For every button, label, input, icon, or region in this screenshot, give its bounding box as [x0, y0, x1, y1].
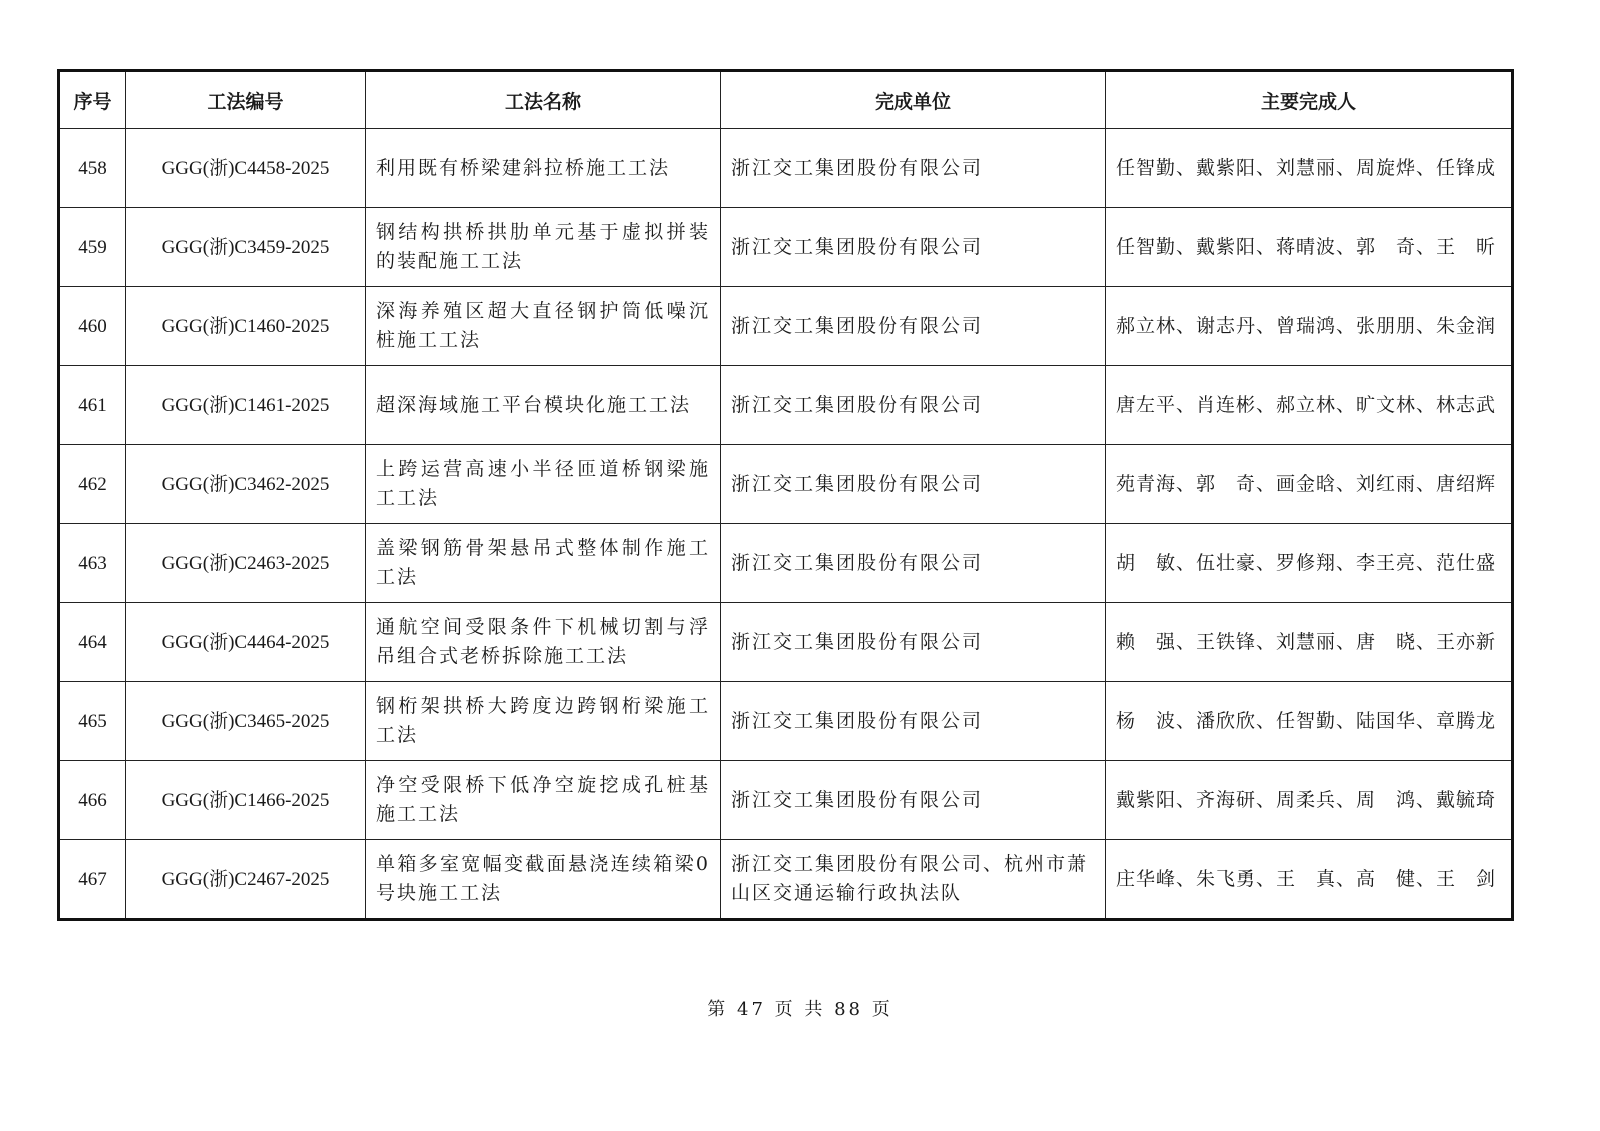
cell-seq: 461: [59, 366, 126, 445]
cell-people: 郝立林、谢志丹、曾瑞鸿、张朋朋、朱金润: [1106, 287, 1513, 366]
cell-seq: 465: [59, 682, 126, 761]
cell-name: 深海养殖区超大直径钢护筒低噪沉桩施工工法: [366, 287, 721, 366]
cell-code: GGG(浙)C4458-2025: [126, 129, 366, 208]
cell-unit: 浙江交工集团股份有限公司、杭州市萧山区交通运输行政执法队: [721, 840, 1106, 920]
table-header-row: [59, 71, 1513, 129]
cell-name: 单箱多室宽幅变截面悬浇连续箱梁0号块施工工法: [366, 840, 721, 920]
cell-unit: 浙江交工集团股份有限公司: [721, 129, 1106, 208]
cell-code: GGG(浙)C3459-2025: [126, 208, 366, 287]
cell-code: GGG(浙)C1460-2025: [126, 287, 366, 366]
cell-seq: 459: [59, 208, 126, 287]
cell-code: GGG(浙)C3465-2025: [126, 682, 366, 761]
cell-seq: 467: [59, 840, 126, 920]
awards-table: [57, 69, 1514, 921]
cell-people: 赖 强、王铁锋、刘慧丽、唐 晓、王亦新: [1106, 603, 1513, 682]
cell-people: 任智勤、戴紫阳、刘慧丽、周旋烨、任锋成: [1106, 129, 1513, 208]
cell-unit: 浙江交工集团股份有限公司: [721, 366, 1106, 445]
table-row: [59, 840, 1513, 920]
cell-name: 利用既有桥梁建斜拉桥施工工法: [366, 129, 721, 208]
cell-unit: 浙江交工集团股份有限公司: [721, 603, 1106, 682]
cell-code: GGG(浙)C1461-2025: [126, 366, 366, 445]
cell-seq: 460: [59, 287, 126, 366]
cell-seq: 462: [59, 445, 126, 524]
cell-name: 净空受限桥下低净空旋挖成孔桩基施工工法: [366, 761, 721, 840]
cell-name: 上跨运营高速小半径匝道桥钢梁施工工法: [366, 445, 721, 524]
cell-code: GGG(浙)C1466-2025: [126, 761, 366, 840]
table-row: [59, 366, 1513, 445]
cell-name: 钢结构拱桥拱肋单元基于虚拟拼装的装配施工工法: [366, 208, 721, 287]
cell-unit: 浙江交工集团股份有限公司: [721, 682, 1106, 761]
cell-seq: 463: [59, 524, 126, 603]
cell-people: 唐左平、肖连彬、郝立林、旷文林、林志武: [1106, 366, 1513, 445]
table-row: [59, 208, 1513, 287]
cell-seq: 466: [59, 761, 126, 840]
cell-unit: 浙江交工集团股份有限公司: [721, 524, 1106, 603]
table-row: [59, 287, 1513, 366]
cell-code: GGG(浙)C3462-2025: [126, 445, 366, 524]
cell-name: 盖梁钢筋骨架悬吊式整体制作施工工法: [366, 524, 721, 603]
cell-unit: 浙江交工集团股份有限公司: [721, 287, 1106, 366]
table-row: [59, 761, 1513, 840]
cell-name: 通航空间受限条件下机械切割与浮吊组合式老桥拆除施工工法: [366, 603, 721, 682]
table-body: [59, 129, 1513, 920]
header-name: 工法名称: [366, 71, 721, 129]
cell-people: 胡 敏、伍壮豪、罗修翔、李王亮、范仕盛: [1106, 524, 1513, 603]
cell-people: 任智勤、戴紫阳、蒋晴波、郭 奇、王 昕: [1106, 208, 1513, 287]
table-row: [59, 524, 1513, 603]
cell-code: GGG(浙)C2463-2025: [126, 524, 366, 603]
header-people: 主要完成人: [1106, 71, 1513, 129]
header-code: 工法编号: [126, 71, 366, 129]
cell-people: 苑青海、郭 奇、画金晗、刘红雨、唐绍辉: [1106, 445, 1513, 524]
table-row: [59, 445, 1513, 524]
page-number: 第 47 页 共 88 页: [707, 999, 893, 1020]
cell-code: GGG(浙)C4464-2025: [126, 603, 366, 682]
table-row: [59, 603, 1513, 682]
header-unit: 完成单位: [721, 71, 1106, 129]
cell-unit: 浙江交工集团股份有限公司: [721, 445, 1106, 524]
cell-name: 钢桁架拱桥大跨度边跨钢桁梁施工工法: [366, 682, 721, 761]
cell-people: 杨 波、潘欣欣、任智勤、陆国华、章腾龙: [1106, 682, 1513, 761]
cell-unit: 浙江交工集团股份有限公司: [721, 208, 1106, 287]
cell-unit: 浙江交工集团股份有限公司: [721, 761, 1106, 840]
cell-name: 超深海域施工平台模块化施工工法: [366, 366, 721, 445]
cell-people: 庄华峰、朱飞勇、王 真、高 健、王 剑: [1106, 840, 1513, 920]
cell-seq: 458: [59, 129, 126, 208]
table-row: [59, 129, 1513, 208]
table-row: [59, 682, 1513, 761]
header-seq: 序号: [59, 71, 126, 129]
cell-code: GGG(浙)C2467-2025: [126, 840, 366, 920]
cell-people: 戴紫阳、齐海研、周柔兵、周 鸿、戴毓琦: [1106, 761, 1513, 840]
cell-seq: 464: [59, 603, 126, 682]
